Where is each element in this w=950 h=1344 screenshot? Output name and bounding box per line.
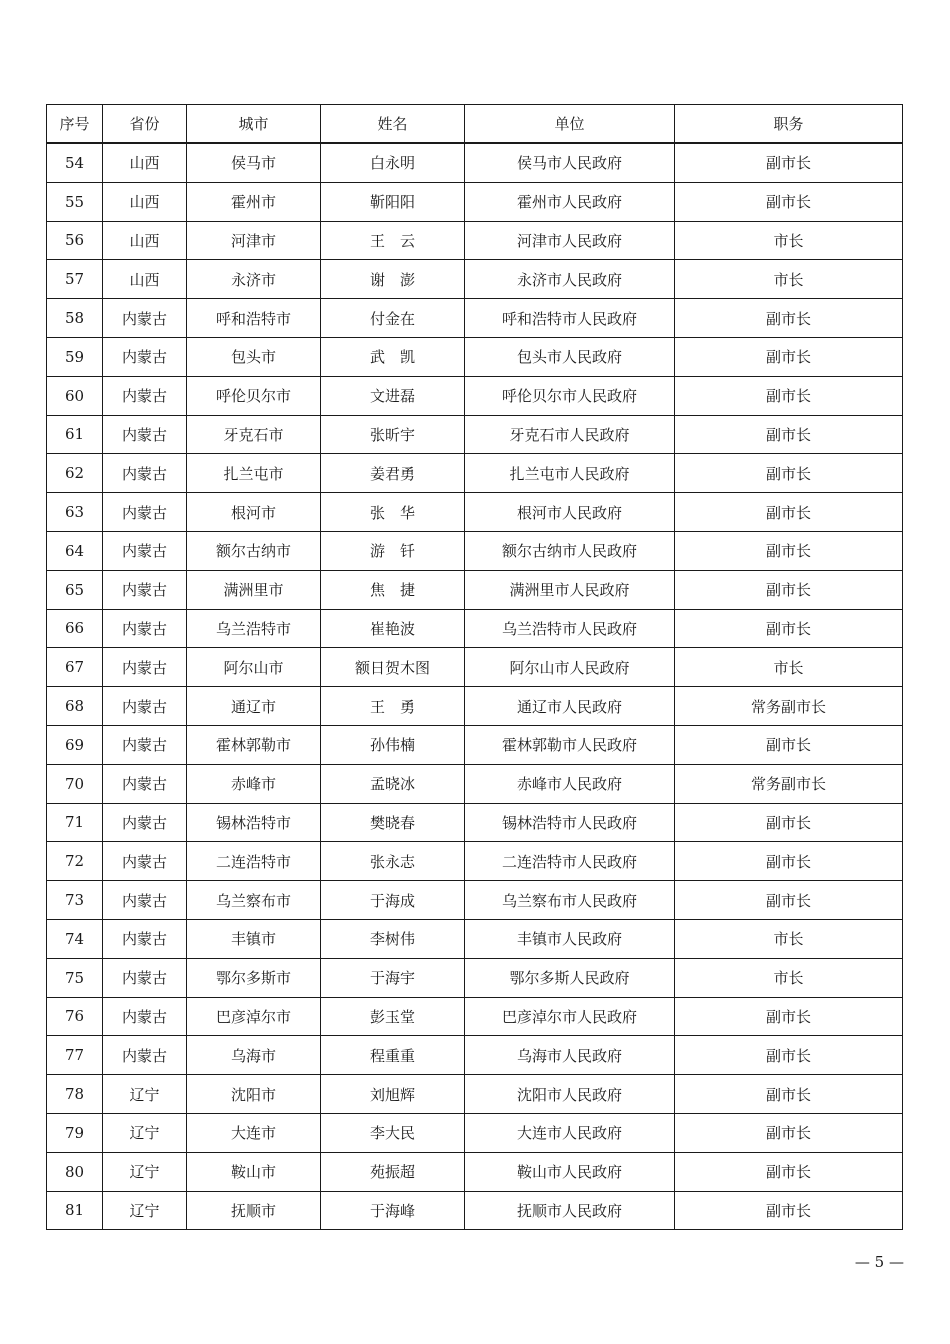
cell-province: 内蒙古 [103,493,187,532]
cell-city: 根河市 [187,493,321,532]
header-position: 职务 [675,105,903,144]
cell-city: 满洲里市 [187,570,321,609]
cell-index: 77 [47,1036,103,1075]
table-row [47,958,903,997]
cell-name: 刘旭辉 [321,1075,465,1114]
cell-unit: 阿尔山市人民政府 [465,648,675,687]
cell-province: 辽宁 [103,1113,187,1152]
cell-index: 79 [47,1113,103,1152]
cell-unit: 呼伦贝尔市人民政府 [465,376,675,415]
cell-name: 张昕宇 [321,415,465,454]
header-name: 姓名 [321,105,465,144]
cell-index: 70 [47,764,103,803]
cell-position: 副市长 [675,1036,903,1075]
cell-unit: 巴彦淖尔市人民政府 [465,997,675,1036]
table-row [47,1113,903,1152]
cell-city: 侯马市 [187,143,321,182]
cell-name: 李树伟 [321,919,465,958]
cell-province: 内蒙古 [103,803,187,842]
cell-city: 丰镇市 [187,919,321,958]
roster-table [46,104,903,1230]
cell-index: 63 [47,493,103,532]
cell-name: 于海宇 [321,958,465,997]
cell-name: 王 云 [321,221,465,260]
page-number: — 5 — [854,1253,904,1271]
cell-city: 锡林浩特市 [187,803,321,842]
cell-city: 包头市 [187,337,321,376]
cell-index: 66 [47,609,103,648]
cell-name: 张永志 [321,842,465,881]
cell-unit: 赤峰市人民政府 [465,764,675,803]
cell-city: 鄂尔多斯市 [187,958,321,997]
cell-position: 副市长 [675,570,903,609]
cell-name: 樊晓春 [321,803,465,842]
cell-unit: 鞍山市人民政府 [465,1152,675,1191]
cell-name: 于海峰 [321,1191,465,1230]
cell-name: 孙伟楠 [321,725,465,764]
cell-province: 山西 [103,260,187,299]
cell-province: 内蒙古 [103,609,187,648]
cell-province: 辽宁 [103,1152,187,1191]
table-row [47,648,903,687]
cell-index: 75 [47,958,103,997]
cell-province: 山西 [103,221,187,260]
cell-position: 副市长 [675,1152,903,1191]
cell-name: 崔艳波 [321,609,465,648]
table-row [47,687,903,726]
cell-province: 内蒙古 [103,958,187,997]
cell-position: 常务副市长 [675,687,903,726]
cell-unit: 乌兰浩特市人民政府 [465,609,675,648]
cell-position: 副市长 [675,376,903,415]
table-body [47,143,903,1230]
cell-index: 74 [47,919,103,958]
cell-name: 白永明 [321,143,465,182]
cell-city: 抚顺市 [187,1191,321,1230]
cell-province: 内蒙古 [103,687,187,726]
header-row [47,105,903,144]
cell-index: 78 [47,1075,103,1114]
cell-unit: 扎兰屯市人民政府 [465,454,675,493]
cell-unit: 二连浩特市人民政府 [465,842,675,881]
cell-city: 扎兰屯市 [187,454,321,493]
cell-city: 额尔古纳市 [187,531,321,570]
cell-position: 副市长 [675,143,903,182]
cell-position: 副市长 [675,1113,903,1152]
cell-index: 56 [47,221,103,260]
cell-position: 副市长 [675,337,903,376]
cell-unit: 牙克石市人民政府 [465,415,675,454]
cell-index: 65 [47,570,103,609]
cell-index: 62 [47,454,103,493]
cell-position: 副市长 [675,415,903,454]
cell-unit: 鄂尔多斯人民政府 [465,958,675,997]
cell-city: 沈阳市 [187,1075,321,1114]
cell-position: 副市长 [675,454,903,493]
cell-position: 市长 [675,919,903,958]
table-row [47,570,903,609]
cell-unit: 丰镇市人民政府 [465,919,675,958]
cell-index: 57 [47,260,103,299]
cell-index: 54 [47,143,103,182]
table-row [47,376,903,415]
cell-unit: 霍州市人民政府 [465,182,675,221]
cell-unit: 根河市人民政府 [465,493,675,532]
cell-name: 王 勇 [321,687,465,726]
cell-index: 60 [47,376,103,415]
cell-city: 乌兰察布市 [187,881,321,920]
cell-position: 副市长 [675,299,903,338]
cell-name: 焦 捷 [321,570,465,609]
cell-position: 市长 [675,648,903,687]
table-row [47,725,903,764]
cell-unit: 锡林浩特市人民政府 [465,803,675,842]
cell-position: 副市长 [675,842,903,881]
cell-index: 68 [47,687,103,726]
cell-province: 内蒙古 [103,764,187,803]
cell-index: 64 [47,531,103,570]
cell-name: 孟晓冰 [321,764,465,803]
table-row [47,803,903,842]
cell-position: 副市长 [675,182,903,221]
cell-position: 副市长 [675,997,903,1036]
cell-city: 呼伦贝尔市 [187,376,321,415]
cell-city: 大连市 [187,1113,321,1152]
cell-province: 内蒙古 [103,337,187,376]
cell-index: 69 [47,725,103,764]
cell-province: 内蒙古 [103,648,187,687]
cell-unit: 乌兰察布市人民政府 [465,881,675,920]
cell-unit: 霍林郭勒市人民政府 [465,725,675,764]
cell-name: 于海成 [321,881,465,920]
table-row [47,299,903,338]
cell-index: 55 [47,182,103,221]
table-row [47,764,903,803]
cell-province: 内蒙古 [103,997,187,1036]
header-unit: 单位 [465,105,675,144]
cell-city: 牙克石市 [187,415,321,454]
cell-city: 霍州市 [187,182,321,221]
cell-index: 80 [47,1152,103,1191]
cell-index: 76 [47,997,103,1036]
cell-position: 副市长 [675,1075,903,1114]
table-row [47,1152,903,1191]
table-row [47,531,903,570]
cell-position: 副市长 [675,803,903,842]
cell-province: 内蒙古 [103,725,187,764]
cell-province: 内蒙古 [103,1036,187,1075]
cell-position: 副市长 [675,881,903,920]
cell-index: 59 [47,337,103,376]
cell-position: 副市长 [675,531,903,570]
cell-city: 河津市 [187,221,321,260]
header-province: 省份 [103,105,187,144]
cell-city: 乌海市 [187,1036,321,1075]
cell-name: 游 钎 [321,531,465,570]
cell-position: 副市长 [675,725,903,764]
cell-province: 内蒙古 [103,531,187,570]
cell-unit: 满洲里市人民政府 [465,570,675,609]
cell-province: 辽宁 [103,1075,187,1114]
cell-position: 市长 [675,958,903,997]
cell-province: 山西 [103,143,187,182]
cell-position: 市长 [675,221,903,260]
table-row [47,1036,903,1075]
cell-index: 58 [47,299,103,338]
cell-name: 谢 澎 [321,260,465,299]
table-row [47,454,903,493]
cell-index: 71 [47,803,103,842]
cell-province: 内蒙古 [103,454,187,493]
table-row [47,493,903,532]
cell-city: 赤峰市 [187,764,321,803]
header-index: 序号 [47,105,103,144]
cell-position: 常务副市长 [675,764,903,803]
table-row [47,609,903,648]
cell-unit: 侯马市人民政府 [465,143,675,182]
cell-name: 额日贺木图 [321,648,465,687]
cell-name: 李大民 [321,1113,465,1152]
cell-name: 程重重 [321,1036,465,1075]
table-row [47,260,903,299]
table-row [47,842,903,881]
cell-name: 武 凯 [321,337,465,376]
cell-position: 副市长 [675,493,903,532]
cell-name: 彭玉堂 [321,997,465,1036]
cell-unit: 大连市人民政府 [465,1113,675,1152]
cell-city: 永济市 [187,260,321,299]
cell-position: 市长 [675,260,903,299]
cell-city: 鞍山市 [187,1152,321,1191]
table-row [47,1191,903,1230]
table-row [47,997,903,1036]
cell-unit: 额尔古纳市人民政府 [465,531,675,570]
cell-index: 67 [47,648,103,687]
cell-position: 副市长 [675,1191,903,1230]
cell-position: 副市长 [675,609,903,648]
cell-unit: 通辽市人民政府 [465,687,675,726]
header-city: 城市 [187,105,321,144]
cell-province: 内蒙古 [103,376,187,415]
cell-city: 阿尔山市 [187,648,321,687]
cell-name: 姜君勇 [321,454,465,493]
cell-province: 内蒙古 [103,842,187,881]
cell-name: 文进磊 [321,376,465,415]
cell-index: 61 [47,415,103,454]
cell-city: 通辽市 [187,687,321,726]
cell-unit: 包头市人民政府 [465,337,675,376]
table-row [47,415,903,454]
cell-name: 靳阳阳 [321,182,465,221]
cell-province: 内蒙古 [103,570,187,609]
table-row [47,881,903,920]
table-row [47,182,903,221]
cell-city: 呼和浩特市 [187,299,321,338]
cell-province: 山西 [103,182,187,221]
cell-province: 内蒙古 [103,919,187,958]
cell-city: 霍林郭勒市 [187,725,321,764]
cell-unit: 河津市人民政府 [465,221,675,260]
table-row [47,1075,903,1114]
cell-unit: 沈阳市人民政府 [465,1075,675,1114]
cell-unit: 永济市人民政府 [465,260,675,299]
cell-name: 苑振超 [321,1152,465,1191]
cell-unit: 乌海市人民政府 [465,1036,675,1075]
cell-index: 73 [47,881,103,920]
table-header [47,105,903,144]
cell-unit: 呼和浩特市人民政府 [465,299,675,338]
table-row [47,337,903,376]
cell-index: 81 [47,1191,103,1230]
cell-name: 张 华 [321,493,465,532]
cell-city: 乌兰浩特市 [187,609,321,648]
cell-province: 内蒙古 [103,415,187,454]
cell-province: 辽宁 [103,1191,187,1230]
table-row [47,221,903,260]
cell-province: 内蒙古 [103,299,187,338]
table-row [47,143,903,182]
cell-unit: 抚顺市人民政府 [465,1191,675,1230]
cell-city: 巴彦淖尔市 [187,997,321,1036]
cell-city: 二连浩特市 [187,842,321,881]
cell-index: 72 [47,842,103,881]
table-row [47,919,903,958]
cell-province: 内蒙古 [103,881,187,920]
cell-name: 付金在 [321,299,465,338]
